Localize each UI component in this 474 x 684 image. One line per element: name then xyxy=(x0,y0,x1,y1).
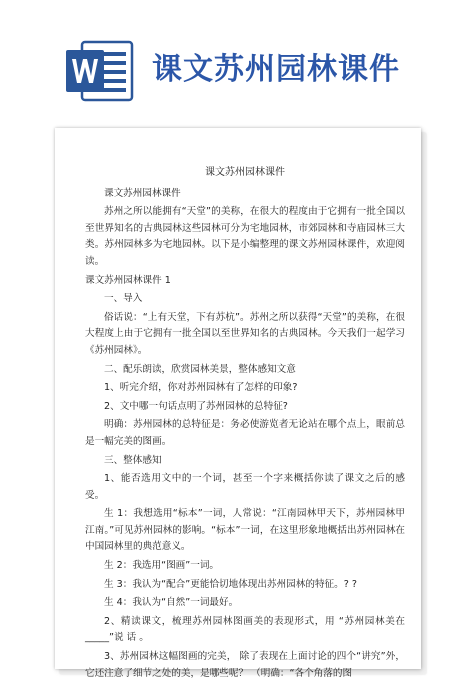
paragraph: 苏州之所以能拥有“天堂”的美称，在很大的程度由于它拥有一批全国以至世界知名的古典园林这些园林可分为宅地园林，市郊园林和寺庙园林三大类。苏州园林多为宅地园林。以下是小编整理的课文苏州园林课件，欢迎阅读。 xyxy=(85,206,405,267)
paragraph: 课文苏州园林课件 xyxy=(104,187,181,199)
paragraph: 生 2：我选用“图画”一词。 xyxy=(104,560,220,572)
paragraph: 课文苏州园林课件 1 xyxy=(85,274,171,286)
paragraph: 一、导入 xyxy=(104,293,143,305)
paragraph: 明确：苏州园林的总特征是：务必使游览者无论站在哪个点上，眼前总是一幅完美的图画。 xyxy=(85,419,405,447)
paragraph: 生 3：我认为“配合”更能恰切地体现出苏州园林的特征。? ? xyxy=(104,578,357,590)
paragraph: 3、苏州园林这幅图画的完美， 除了表现在上面讨论的四个“讲究”外，它还注意了细节之处的美，是哪些呢？ （明确：“各个角落的图 xyxy=(85,651,405,679)
paragraph: 三、整体感知 xyxy=(104,454,162,466)
paragraph: 2、文中哪一句话点明了苏州园林的总特征? xyxy=(104,400,288,412)
word-document-icon xyxy=(64,40,134,102)
paragraph: 生 1：我想选用“标本”一词，人常说：“江南园林甲天下，苏州园林甲江南。”可见苏州园林的影响。“标本”一词，在这里形象地概括出苏州园林在中国园林里的典范意义。 xyxy=(85,508,405,553)
paragraph: 1、能否选用文中的一个词，甚至一个字来概括你读了课文之后的感受。 xyxy=(85,473,405,501)
banner xyxy=(0,0,474,125)
paragraph: 1、听完介绍，你对苏州园林有了怎样的印象? xyxy=(104,382,298,394)
paragraph: 二、配乐朗读，欣赏园林美景，整体感知文意 xyxy=(104,363,296,375)
document-page xyxy=(55,128,421,679)
document-title: 课文苏州园林课件 xyxy=(205,167,285,178)
paragraph: 俗话说：“上有天堂，下有苏杭”。苏州之所以获得“天堂”的美称，在很大程度上由于它拥有一批全国以至世界知名的古典园林。今天我们一起学习《苏州园林》。 xyxy=(85,311,405,356)
paragraph: 2、精读课文，梳理苏州园林图画美的表现形式，用 “苏州园林美在 _____”说 话 。 xyxy=(85,615,405,644)
document-content xyxy=(85,165,405,684)
paragraph-list xyxy=(85,186,405,683)
paragraph: 生 4：我认为“自然”一词最好。 xyxy=(104,597,239,609)
banner-title: 课文苏州园林课件 xyxy=(152,52,400,87)
